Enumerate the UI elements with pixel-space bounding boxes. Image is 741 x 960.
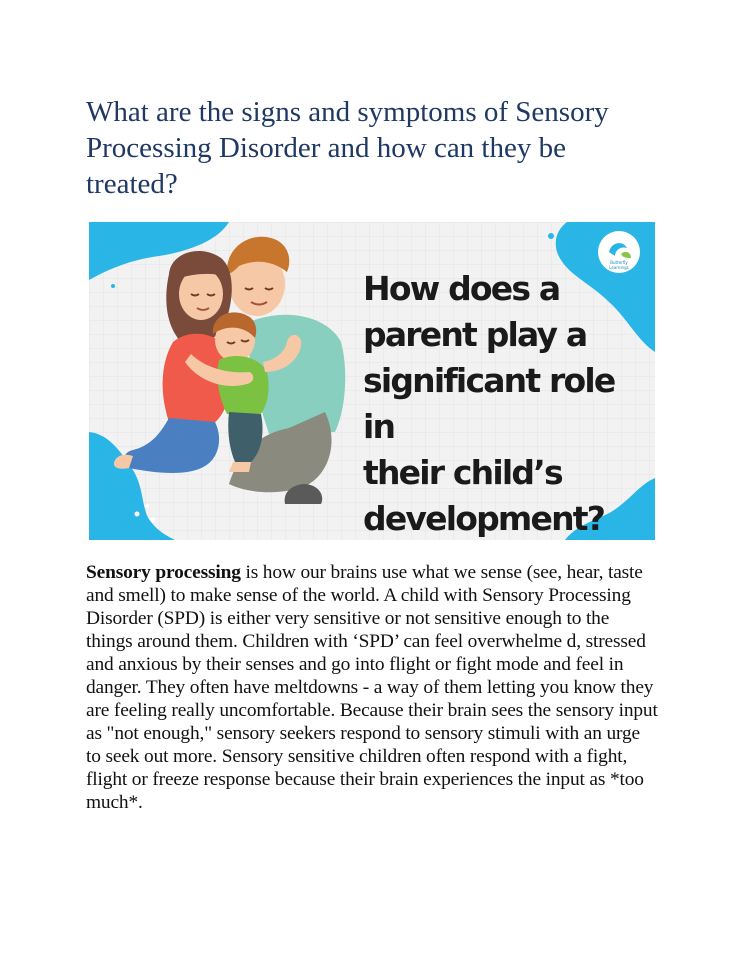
logo-text: Butterfly Learnings [609,260,629,270]
headline-line: How does a [363,269,560,308]
headline-line: development? [363,499,605,538]
banner-image [89,222,655,540]
headline-line: parent play a [363,315,587,354]
lead-term: Sensory processing [86,562,241,583]
banner-headline [363,266,653,540]
child-shirt [217,356,268,416]
page-title: What are the signs and symptoms of Sensory Processing Disorder and how can they be treated? [86,96,609,200]
paragraph-body: is how our brains use what we sense (see, hear, taste and smell) to make sense of the world. A child with Sensory Processing Disorder (SPD) is either very sensitive or not sensitive enough to the things around them. Children with ‘SPD’ can feel overwhelme d, stressed and anxious by their senses and go into flight or fight mode and feel in danger. They often have meltdowns - a way of them letting you know they are feeling really uncomfortable. Because their brain sees the sensory input as "not enough," sensory seekers respond to sensory stimuli with an urge to seek out more. Sensory sensitive children often respond with a fight, flight or freeze response because their brain experiences the input as *too much*. [86,562,658,813]
article-paragraph [86,561,658,814]
headline-line: significant role in [363,361,615,446]
headline-line: their child’s [363,453,562,492]
